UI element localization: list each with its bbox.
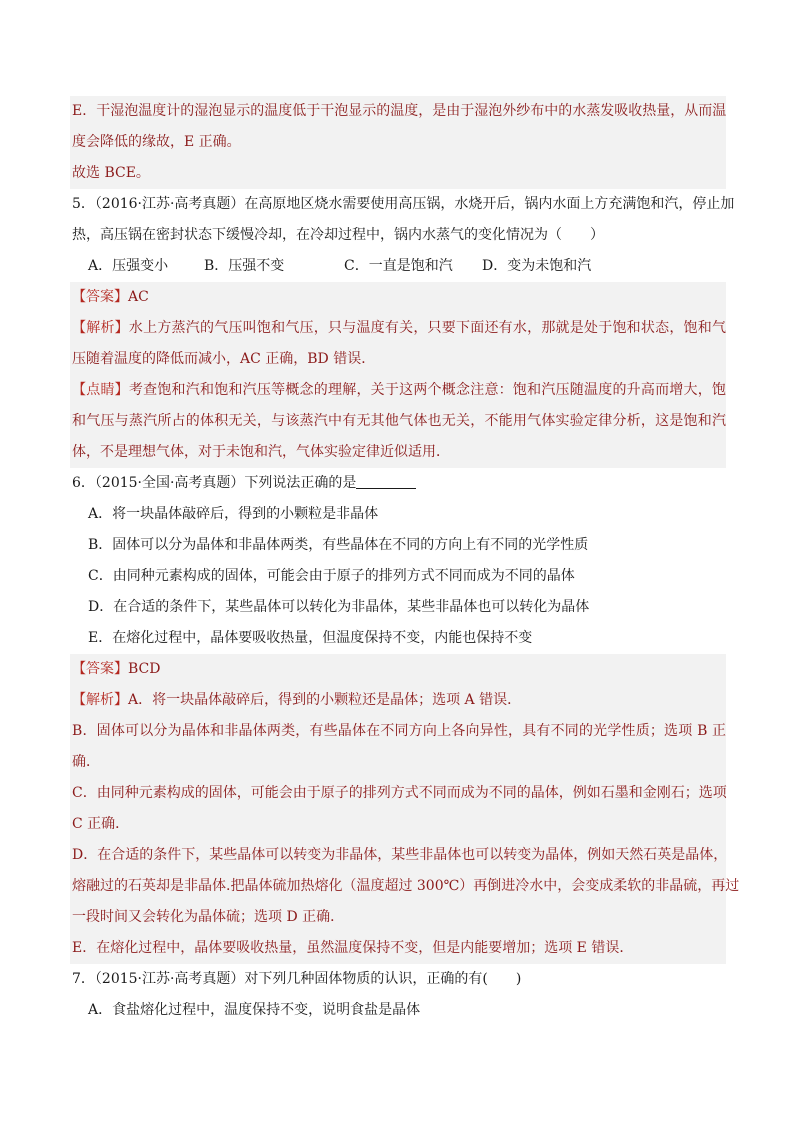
- option-d: D．在合适的条件下，某些晶体可以转化为非晶体，某些非晶体也可以转化为晶体: [88, 599, 590, 615]
- answer-tag: 【答案】: [72, 661, 128, 677]
- question-stem-line: 7．（2015·江苏·高考真题）对下列几种固体物质的认识，正确的有( ): [72, 971, 522, 987]
- prev-analysis-line: 度会降低的缘故，E 正确。: [72, 134, 241, 150]
- option-a: A．食盐熔化过程中，温度保持不变，说明食盐是晶体: [88, 1002, 421, 1018]
- answer-blank: [356, 474, 416, 489]
- analysis-tag: 【解析】: [72, 320, 129, 336]
- question-stem-text: 6．（2015·全国·高考真题）下列说法正确的是: [72, 475, 357, 491]
- question-6: [70, 468, 726, 654]
- answer-value: BCD: [128, 661, 161, 677]
- analysis-line: [70, 685, 726, 716]
- analysis-text: A．将一块晶体敲碎后，得到的小颗粒还是晶体；选项 A 错误．: [128, 692, 522, 708]
- option-a: A．将一块晶体敲碎后，得到的小颗粒是非晶体: [88, 506, 379, 522]
- analysis-line: 熔融过的石英却是非晶体.把晶体硫加热熔化（温度超过 300℃）再倒进冷水中，会变成柔软的非晶硫，再过: [72, 878, 740, 894]
- question-stem-line: [70, 468, 726, 499]
- comment-line: 体，不是理想气体，对于未饱和汽，气体实验定律近似适用．: [72, 444, 450, 460]
- answer-value: AC: [128, 289, 149, 305]
- question-stem-line: 5．（2016·江苏·高考真题）在高原地区烧水需要使用高压锅，水烧开后，锅内水面上方充满饱和汽，停止加: [72, 196, 735, 212]
- question-stem-line: 热，高压锅在密封状态下缓慢冷却，在冷却过程中，锅内水蒸气的变化情况为（ ）: [72, 227, 604, 243]
- comment-line: 和气压与蒸汽所占的体积无关，与该蒸汽中有无其他气体也无关，不能用气体实验定律分析，这是饱和汽: [72, 413, 726, 429]
- answer-line: [70, 282, 726, 313]
- prev-analysis-block: [70, 96, 726, 189]
- analysis-line: E．在熔化过程中，晶体要吸收热量，虽然温度保持不变，但是内能要增加；选项 E 错误．: [72, 940, 634, 956]
- answer-tag: 【答案】: [72, 289, 128, 305]
- analysis-line: B．固体可以分为晶体和非晶体两类，有些晶体在不同方向上各向异性，具有不同的光学性质；选项 B 正: [72, 723, 726, 739]
- question-7: [70, 964, 726, 1026]
- analysis-line: C．由同种元素构成的固体，可能会由于原子的排列方式不同而成为不同的晶体，例如石墨和金刚石；选项: [72, 785, 727, 801]
- comment-tag: 【点睛】: [72, 382, 129, 398]
- option-c: C．一直是饱和汽: [344, 258, 453, 274]
- q6-solution-block: [70, 654, 740, 964]
- option-a: A．压强变小: [88, 258, 169, 274]
- question-options-row: [70, 251, 726, 282]
- option-b: B．压强不变: [204, 258, 285, 274]
- answer-line: [70, 654, 726, 685]
- comment-line: [70, 375, 726, 406]
- q5-solution-block: [70, 282, 726, 468]
- prev-analysis-line: E．干湿泡温度计的湿泡显示的温度低于干泡显示的温度，是由于湿泡外纱布中的水蒸发吸收热量，从而温: [72, 103, 727, 119]
- analysis-text: 水上方蒸汽的气压叫饱和气压，只与温度有关，只要下面还有水，那就是处于饱和状态，饱和气: [128, 320, 726, 336]
- prev-conclusion: 故选 BCE。: [72, 165, 150, 181]
- document-body: [70, 96, 740, 1026]
- option-d: D．变为未饱和汽: [482, 258, 592, 274]
- option-c: C．由同种元素构成的固体，可能会由于原子的排列方式不同而成为不同的晶体: [88, 568, 575, 584]
- analysis-line: 压随着温度的降低而减小，AC 正确，BD 错误．: [72, 351, 376, 367]
- comment-text: 考查饱和汽和饱和汽压等概念的理解，关于这两个概念注意：饱和汽压随温度的升高而增大，饱: [128, 382, 726, 398]
- analysis-line: C 正确．: [72, 816, 130, 832]
- question-5: [70, 189, 735, 282]
- option-e: E．在熔化过程中，晶体要吸收热量，但温度保持不变，内能也保持不变: [88, 630, 533, 646]
- option-b: B．固体可以分为晶体和非晶体两类，有些晶体在不同的方向上有不同的光学性质: [88, 537, 589, 553]
- analysis-line: 确．: [72, 754, 100, 770]
- analysis-line: D．在合适的条件下，某些晶体可以转变为非晶体，某些非晶体也可以转变为晶体，例如天然石英是晶体，: [72, 847, 728, 863]
- analysis-line: [70, 313, 726, 344]
- analysis-line: 一段时间又会转化为晶体硫；选项 D 正确．: [72, 909, 345, 925]
- analysis-tag: 【解析】: [72, 692, 128, 708]
